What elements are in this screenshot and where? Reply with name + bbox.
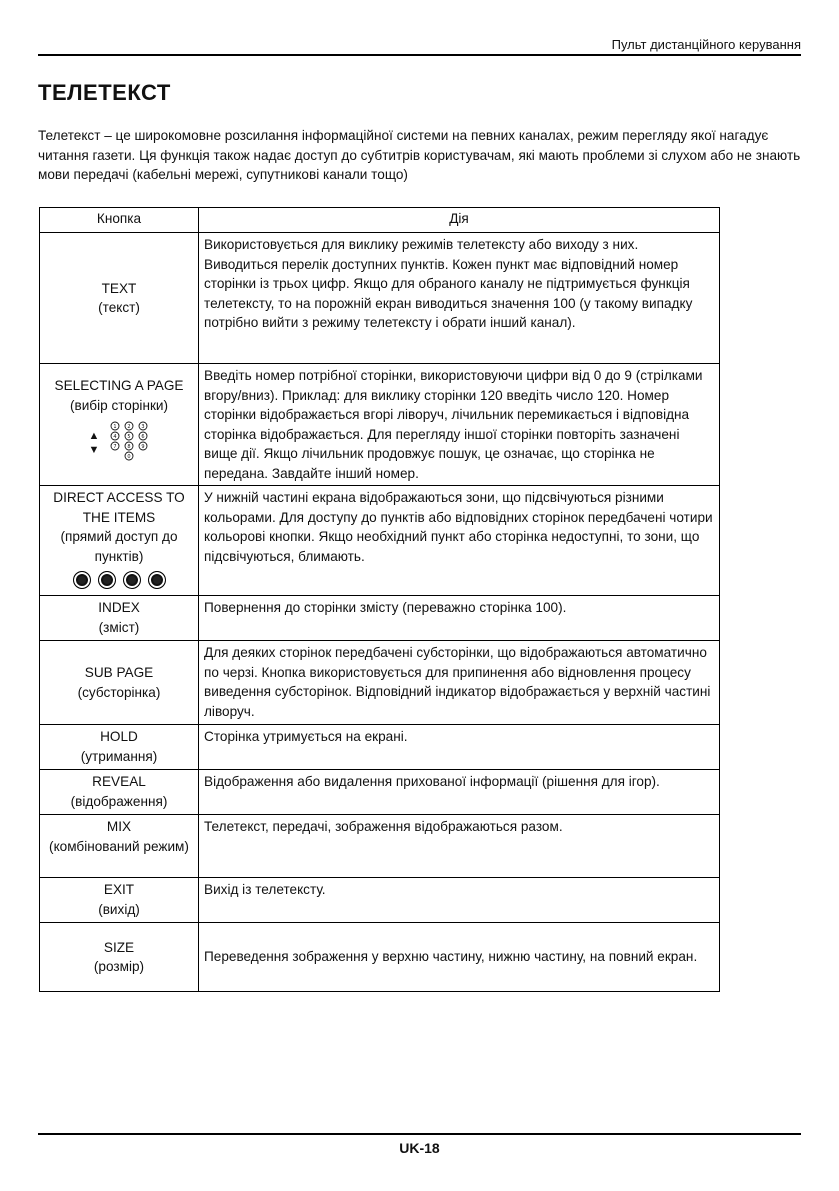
- numeric-keypad-icon: [109, 421, 149, 465]
- description-cell: Телетекст, передачі, зображення відображаються разом.: [199, 815, 720, 878]
- key-cell: [40, 596, 199, 641]
- key-8: 8: [127, 444, 132, 450]
- key-cell: [40, 364, 199, 486]
- table-row: [40, 770, 720, 815]
- description-cell: Вихід із телетексту.: [199, 878, 720, 923]
- table-row: [40, 641, 720, 725]
- key-cell: [40, 233, 199, 364]
- table-row: [40, 364, 720, 486]
- key-7: 7: [113, 444, 118, 450]
- table-header-row: [40, 208, 720, 233]
- footer-rule: [38, 1133, 801, 1135]
- key-translation: (текст): [98, 300, 140, 315]
- key-cell: [40, 725, 199, 770]
- key-name: HOLD: [100, 729, 138, 744]
- col-header-button: Кнопка: [40, 208, 199, 233]
- key-translation: (відображення): [70, 793, 168, 809]
- teletext-table: [39, 207, 720, 992]
- key-cell: [40, 878, 199, 923]
- key-translation: (зміст): [98, 619, 140, 635]
- description-cell: Для деяких сторінок передбачені субсторінки, що відображаються автоматично по черзі. Кнопка використовується для припинення або відновлення процесу виведення субсторінок. Відповідний індикатор відображається у верхній частині ліворуч.: [199, 641, 720, 725]
- key-2: 2: [127, 424, 132, 430]
- table-row: [40, 486, 720, 596]
- key-cell: [40, 641, 199, 725]
- key-translation: (вихід): [98, 901, 140, 917]
- key-name: EXIT: [103, 882, 135, 897]
- key-translation: (прямий доступ до пунктів): [60, 529, 178, 564]
- key-9: 9: [141, 444, 146, 450]
- header-rule: [38, 54, 801, 56]
- key-4: 4: [113, 434, 118, 440]
- key-translation: (комбінований режим): [49, 838, 189, 854]
- table-row: [40, 878, 720, 923]
- description-cell: Відображення або видалення прихованої інформації (рішення для ігор).: [199, 770, 720, 815]
- page-number: UK-18: [399, 1140, 440, 1156]
- key-cell: [40, 770, 199, 815]
- key-name: MIX: [106, 819, 132, 834]
- color-buttons-icon: [44, 571, 194, 589]
- key-name: TEXT: [101, 280, 137, 296]
- key-translation: (розмір): [93, 959, 145, 974]
- arrow-down-icon: ▼: [88, 444, 100, 456]
- key-name: SUB PAGE: [84, 665, 154, 680]
- key-name: INDEX: [98, 600, 140, 615]
- table-row: [40, 815, 720, 878]
- color-button-icon: [148, 571, 166, 589]
- key-6: 6: [141, 434, 146, 440]
- key-cell: [40, 815, 199, 878]
- description-cell: Використовується для виклику режимів телетексту або виходу з них. Виводиться перелік доступних пунктів. Кожен пункт має відповідний номер сторінки із трьох цифр. Якщо для обраного каналу не підтримується функція телетексту, то на порожній екран виводиться значення 100 (у такому випадку потрібно вийти з режиму телетексту і обрати інший канал).: [199, 233, 720, 364]
- key-translation: (субсторінка): [77, 684, 161, 700]
- key-3: 3: [141, 424, 146, 430]
- intro-paragraph: Телетекст – це широкомовне розсилання інформаційної системи на певних каналах, режим перегляду якої нагадує читання газети. Ця функція також надає доступ до субтитрів користувачам, які мають проблеми зі слухом або не знають мови передачі (кабельні мережі, супутникові канали тощо): [38, 128, 801, 182]
- key-name: SIZE: [103, 939, 135, 955]
- description-cell: Повернення до сторінки змісту (переважно сторінка 100).: [199, 596, 720, 641]
- key-5: 5: [127, 434, 132, 440]
- page-title: ТЕЛЕТЕКСТ: [38, 80, 171, 105]
- key-translation: (утримання): [80, 748, 158, 764]
- description-cell: У нижній частині екрана відображаються зони, що підсвічуються різними кольорами. Для доступу до пунктів або відповідних сторінок передбачені чотири кольорові кнопки. Якщо необхідний пункт або сторінка недоступні, то зони, що підсвічуються, блимають.: [199, 486, 720, 596]
- key-cell: [40, 923, 199, 992]
- key-0: 0: [127, 454, 132, 460]
- color-button-icon: [123, 571, 141, 589]
- header-section-title: Пульт дистанційного керування: [611, 37, 801, 52]
- color-button-icon: [98, 571, 116, 589]
- arrow-up-icon: ▲: [88, 430, 100, 442]
- table-row: [40, 923, 720, 992]
- key-name: DIRECT ACCESS TO THE ITEMS: [53, 490, 185, 525]
- table-row: [40, 596, 720, 641]
- description-cell: Переведення зображення у верхню частину, нижню частину, на повний екран.: [199, 923, 720, 992]
- up-down-arrows-icon: [89, 429, 100, 457]
- table-row: [40, 233, 720, 364]
- col-header-action: Дія: [199, 208, 720, 233]
- key-name: REVEAL: [92, 774, 146, 789]
- page-select-icons: [44, 421, 194, 465]
- color-button-icon: [73, 571, 91, 589]
- key-name: SELECTING A PAGE: [54, 378, 184, 393]
- key-translation: (вибір сторінки): [69, 397, 169, 413]
- key-1: 1: [113, 424, 118, 430]
- table-row: [40, 725, 720, 770]
- key-cell: [40, 486, 199, 596]
- description-cell: Сторінка утримується на екрані.: [199, 725, 720, 770]
- description-cell: Введіть номер потрібної сторінки, використовуючи цифри від 0 до 9 (стрілками вгору/вниз). Приклад: для виклику сторінки 120 введіть число 120. Номер сторінки відображається вгорі ліворуч, лічильник перемикається і відповідна сторінка відображається. Для перегляду іншої сторінки повторіть зазначені вище дії. Якщо лічильник продовжує пошук, це означає, що сторінка не передана. Завдайте інший номер.: [199, 364, 720, 486]
